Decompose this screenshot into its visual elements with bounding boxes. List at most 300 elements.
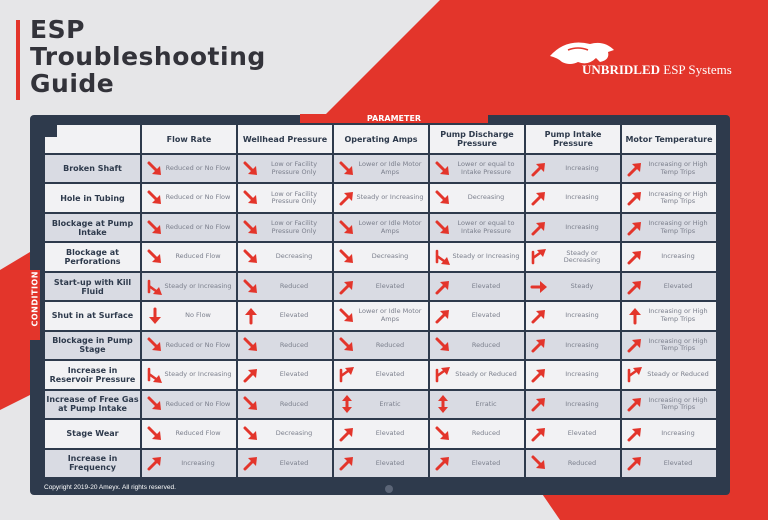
cell-content [142, 155, 236, 182]
cell-text: Reduced or No Flow [165, 193, 231, 202]
cell-content [430, 420, 524, 447]
arrow-up-right-icon [146, 454, 164, 472]
table-cell [333, 213, 429, 242]
table-cell [333, 183, 429, 212]
cell-text: Lower or equal to Intake Pressure [457, 219, 515, 235]
cell-content [334, 214, 428, 241]
arrow-up-right-icon [530, 366, 548, 384]
table-cell [525, 301, 621, 330]
cell-content [526, 332, 620, 359]
arrow-down-right-icon [338, 307, 356, 325]
arrow-up-right-icon [626, 336, 644, 354]
cell-content [622, 361, 716, 388]
cell-text: Elevated [663, 458, 693, 467]
table-cell [237, 360, 333, 389]
troubleshooting-table [43, 123, 718, 479]
arrow-steady-up-icon [338, 366, 356, 384]
cell-content [334, 184, 428, 211]
table-cell [525, 419, 621, 448]
cell-text: Elevated [663, 281, 693, 290]
table-cell [237, 242, 333, 271]
cell-content [430, 243, 524, 270]
table-cell [333, 154, 429, 183]
table-cell [525, 242, 621, 271]
cell-text: Increasing [661, 429, 695, 438]
arrow-down-right-icon [146, 189, 164, 207]
table-cell [141, 360, 237, 389]
table-cell [429, 213, 525, 242]
table-cell [141, 242, 237, 271]
condition-name: Increase in Frequency [44, 449, 141, 478]
arrow-down-right-icon [434, 425, 452, 443]
table-cell [237, 154, 333, 183]
column-header: Pump Discharge Pressure [429, 124, 525, 154]
cell-content [238, 332, 332, 359]
condition-name: Increase of Free Gas at Pump Intake [44, 390, 141, 419]
title-line: Troubleshooting [30, 42, 266, 71]
corner-mark [45, 125, 57, 137]
arrow-up-right-icon [626, 189, 644, 207]
table-cell [621, 272, 717, 301]
cell-content [622, 155, 716, 182]
cell-content [142, 391, 236, 418]
arrow-down-right-icon [242, 278, 260, 296]
table-corner [44, 124, 141, 154]
table-row [44, 419, 717, 448]
arrow-down-right-icon [242, 189, 260, 207]
table-cell [141, 449, 237, 478]
cell-text: Increasing [565, 222, 599, 231]
cell-text: Steady or Increasing [452, 252, 520, 261]
table-cell [525, 154, 621, 183]
cell-content [238, 155, 332, 182]
arrow-up-right-icon [530, 395, 548, 413]
arrow-up-icon [626, 307, 644, 325]
arrow-right-icon [530, 278, 548, 296]
arrow-down-icon [146, 307, 164, 325]
table-cell [429, 360, 525, 389]
cell-text: Increasing or High Temp Trips [648, 160, 708, 176]
table-body [44, 154, 717, 478]
cell-content [430, 361, 524, 388]
cell-text: Increasing or High Temp Trips [648, 219, 708, 235]
cell-text: Elevated [375, 370, 405, 379]
cell-content [334, 243, 428, 270]
arrow-steady-down-icon [146, 278, 164, 296]
table-row [44, 213, 717, 242]
cell-content [142, 361, 236, 388]
cell-text: Increasing or High Temp Trips [648, 395, 708, 412]
arrow-down-right-icon [434, 160, 452, 178]
arrow-up-right-icon [530, 219, 548, 237]
cell-text: Lower or Idle Motor Amps [358, 219, 422, 235]
cell-content [622, 184, 716, 211]
page-title [30, 16, 266, 97]
cell-content [526, 155, 620, 182]
table-row [44, 449, 717, 478]
board-knob [385, 485, 393, 493]
arrow-down-right-icon [242, 336, 260, 354]
cell-text: Erratic [379, 399, 401, 408]
arrow-down-right-icon [146, 160, 164, 178]
cell-text: Increasing [565, 193, 599, 202]
cell-text: Reduced [567, 458, 597, 467]
arrow-up-icon [242, 307, 260, 325]
cell-content [430, 155, 524, 182]
table-cell [141, 272, 237, 301]
table-cell [621, 419, 717, 448]
cell-text: Erratic [475, 399, 497, 408]
cell-content [430, 391, 524, 418]
cell-text: Steady or Reduced [647, 370, 709, 379]
arrow-down-right-icon [338, 219, 356, 237]
cell-content [334, 302, 428, 329]
table-cell [621, 449, 717, 478]
cell-content [526, 184, 620, 211]
arrow-down-right-icon [146, 425, 164, 443]
cell-content [334, 420, 428, 447]
arrow-up-right-icon [530, 307, 548, 325]
arrow-down-right-icon [146, 395, 164, 413]
cell-text: Steady or Decreasing [563, 248, 601, 265]
table-cell [429, 331, 525, 360]
cell-text: Elevated [471, 311, 501, 320]
table-cell [237, 390, 333, 419]
condition-name: Shut in at Surface [44, 301, 141, 330]
arrow-down-right-icon [146, 336, 164, 354]
arrow-down-right-icon [434, 189, 452, 207]
arrow-down-right-icon [338, 336, 356, 354]
cell-content [526, 391, 620, 418]
cell-text: Increasing [661, 252, 695, 261]
table-cell [429, 390, 525, 419]
arrow-up-right-icon [626, 248, 644, 266]
arrow-down-right-icon [530, 454, 548, 472]
table-cell [333, 419, 429, 448]
condition-name: Increase in Reservoir Pressure [44, 360, 141, 389]
cell-content [334, 391, 428, 418]
cell-text: Decreasing [467, 193, 505, 202]
cell-text: Steady or Reduced [455, 370, 517, 379]
cell-content [526, 214, 620, 241]
cell-text: Reduced [279, 281, 309, 290]
condition-name: Blockage at Perforations [44, 242, 141, 271]
table-cell [333, 449, 429, 478]
cell-text: Elevated [471, 458, 501, 467]
arrow-steady-up-icon [626, 366, 644, 384]
cell-text: Reduced or No Flow [165, 222, 231, 231]
cell-content [142, 184, 236, 211]
arrow-up-right-icon [626, 425, 644, 443]
cell-content [334, 273, 428, 300]
arrow-steady-up-icon [530, 248, 548, 266]
table-cell [429, 301, 525, 330]
title-line: ESP [30, 15, 85, 44]
cell-content [238, 273, 332, 300]
cell-content [526, 302, 620, 329]
cell-content [526, 361, 620, 388]
cell-text: Lower or Idle Motor Amps [358, 307, 422, 323]
title-accent-bar [16, 20, 20, 100]
cell-text: Low or Facility Pressure Only [270, 189, 318, 206]
cell-text: Increasing or High Temp Trips [648, 189, 708, 206]
cell-text: Increasing or High Temp Trips [648, 307, 708, 323]
cell-content [238, 214, 332, 241]
cell-text: Elevated [471, 281, 501, 290]
cell-text: Reduced Flow [175, 429, 221, 438]
cell-content [622, 391, 716, 418]
cell-content [526, 420, 620, 447]
table-cell [525, 360, 621, 389]
arrow-down-right-icon [242, 425, 260, 443]
cell-content [238, 243, 332, 270]
cell-text: Reduced or No Flow [165, 399, 231, 408]
cell-text: Decreasing [371, 252, 409, 261]
cell-text: Steady or Increasing [356, 193, 424, 202]
cell-text: Decreasing [275, 429, 313, 438]
cell-text: Increasing [565, 370, 599, 379]
table-cell [141, 154, 237, 183]
cell-text: No Flow [185, 311, 211, 320]
cell-content [622, 332, 716, 359]
table-cell [621, 154, 717, 183]
cell-content [334, 155, 428, 182]
cell-content [526, 243, 620, 270]
cell-content [622, 214, 716, 241]
cell-text: Reduced or No Flow [165, 163, 231, 172]
cell-content [430, 332, 524, 359]
column-header: Pump Intake Pressure [525, 124, 621, 154]
cell-text: Increasing [565, 340, 599, 349]
cell-text: Steady or Increasing [164, 281, 232, 290]
cell-text: Elevated [567, 429, 597, 438]
arrow-up-right-icon [626, 395, 644, 413]
table-cell [333, 242, 429, 271]
table-row [44, 272, 717, 301]
arrow-up-right-icon [338, 454, 356, 472]
condition-name: Stage Wear [44, 419, 141, 448]
table-cell [237, 449, 333, 478]
cell-text: Increasing or High Temp Trips [648, 336, 708, 353]
arrow-up-right-icon [626, 278, 644, 296]
arrow-up-right-icon [530, 160, 548, 178]
arrow-up-right-icon [626, 454, 644, 472]
table-cell [621, 301, 717, 330]
table-row [44, 301, 717, 330]
table-cell [333, 390, 429, 419]
table-cell [141, 301, 237, 330]
table-cell [429, 154, 525, 183]
cell-text: Steady [570, 281, 594, 290]
cell-content [622, 450, 716, 477]
table-cell [333, 272, 429, 301]
arrow-up-right-icon [626, 219, 644, 237]
cell-content [142, 332, 236, 359]
table-cell [525, 213, 621, 242]
cell-text: Reduced [471, 340, 501, 349]
arrow-up-right-icon [338, 425, 356, 443]
table-cell [429, 272, 525, 301]
cell-text: Elevated [375, 281, 405, 290]
arrow-up-down-icon [434, 395, 452, 413]
arrow-steady-up-icon [434, 366, 452, 384]
table-row [44, 331, 717, 360]
arrow-down-right-icon [242, 395, 260, 413]
cell-content [142, 450, 236, 477]
cell-content [334, 361, 428, 388]
table-row [44, 154, 717, 183]
arrow-up-right-icon [434, 278, 452, 296]
table-cell [621, 360, 717, 389]
table-cell [525, 449, 621, 478]
cell-text: Increasing [565, 311, 599, 320]
column-header: Wellhead Pressure [237, 124, 333, 154]
column-header: Operating Amps [333, 124, 429, 154]
cell-content [430, 273, 524, 300]
cell-text: Decreasing [275, 252, 313, 261]
table-cell [621, 331, 717, 360]
cell-content [238, 361, 332, 388]
cell-content [238, 302, 332, 329]
cell-text: Elevated [279, 370, 309, 379]
arrow-down-right-icon [338, 248, 356, 266]
arrow-up-right-icon [530, 336, 548, 354]
arrow-down-right-icon [242, 248, 260, 266]
cell-text: Lower or Idle Motor Amps [358, 160, 422, 176]
cell-content [334, 332, 428, 359]
cell-content [430, 302, 524, 329]
cell-text: Reduced [279, 340, 309, 349]
cell-text: Elevated [279, 311, 309, 320]
table-cell [525, 183, 621, 212]
table-cell [621, 183, 717, 212]
arrow-steady-down-icon [146, 366, 164, 384]
table-cell [429, 449, 525, 478]
arrow-up-right-icon [242, 366, 260, 384]
title-line: Guide [30, 69, 115, 98]
arrow-up-right-icon [242, 454, 260, 472]
arrow-up-right-icon [530, 425, 548, 443]
table-cell [237, 272, 333, 301]
arrow-down-right-icon [146, 248, 164, 266]
column-header: Motor Temperature [621, 124, 717, 154]
arrow-down-right-icon [434, 336, 452, 354]
arrow-down-right-icon [434, 219, 452, 237]
cell-content [142, 420, 236, 447]
cell-text: Increasing [565, 163, 599, 172]
arrow-down-right-icon [338, 160, 356, 178]
arrow-down-right-icon [242, 160, 260, 178]
arrow-up-right-icon [530, 189, 548, 207]
arrow-up-right-icon [626, 160, 644, 178]
condition-name: Broken Shaft [44, 154, 141, 183]
cell-content [142, 243, 236, 270]
condition-name: Hole in Tubing [44, 183, 141, 212]
cell-text: Low or Facility Pressure Only [270, 160, 318, 176]
arrow-up-down-icon [338, 395, 356, 413]
table-cell [621, 242, 717, 271]
arrow-down-right-icon [242, 219, 260, 237]
table-cell [237, 419, 333, 448]
cell-text: Steady or Increasing [164, 370, 232, 379]
cell-text: Elevated [375, 429, 405, 438]
column-header: Flow Rate [141, 124, 237, 154]
table-cell [333, 331, 429, 360]
arrow-down-right-icon [146, 219, 164, 237]
cell-content [526, 450, 620, 477]
cell-content [430, 450, 524, 477]
table-cell [525, 390, 621, 419]
cell-text: Reduced [471, 429, 501, 438]
cell-content [622, 302, 716, 329]
condition-name: Start-up with Kill Fluid [44, 272, 141, 301]
cell-text: Low or Facility Pressure Only [270, 219, 318, 235]
cell-text: Reduced or No Flow [165, 340, 231, 349]
arrow-up-right-icon [434, 307, 452, 325]
cell-content [622, 273, 716, 300]
table-row [44, 183, 717, 212]
arrow-steady-down-icon [434, 248, 452, 266]
condition-label: CONDITION [30, 271, 40, 327]
parameter-label: PARAMETER [300, 114, 488, 124]
table-cell [237, 331, 333, 360]
cell-content [142, 214, 236, 241]
condition-name: Blockage in Pump Stage [44, 331, 141, 360]
table-row [44, 360, 717, 389]
table-cell [237, 183, 333, 212]
table-row [44, 390, 717, 419]
table-cell [333, 360, 429, 389]
cell-content [142, 302, 236, 329]
cell-content [238, 420, 332, 447]
cell-text: Reduced [375, 340, 405, 349]
table-cell [621, 390, 717, 419]
cell-text: Reduced Flow [175, 252, 221, 261]
arrow-up-right-icon [338, 278, 356, 296]
cell-content [430, 184, 524, 211]
table-cell [621, 213, 717, 242]
table-cell [333, 301, 429, 330]
brand-suffix: ESP Systems [663, 62, 732, 77]
table-cell [237, 213, 333, 242]
cell-content [142, 273, 236, 300]
brand-name [582, 62, 732, 78]
table-cell [141, 390, 237, 419]
table-cell [237, 301, 333, 330]
cell-content [238, 450, 332, 477]
cell-text: Reduced [279, 399, 309, 408]
horse-logo-icon [548, 36, 748, 86]
cell-content [238, 184, 332, 211]
cell-content [526, 273, 620, 300]
table-cell [141, 419, 237, 448]
cell-text: Elevated [375, 458, 405, 467]
table-cell [141, 213, 237, 242]
cell-content [622, 243, 716, 270]
table-cell [141, 183, 237, 212]
cell-content [334, 450, 428, 477]
cell-content [622, 420, 716, 447]
table-cell [525, 272, 621, 301]
table-cell [429, 419, 525, 448]
cell-content [430, 214, 524, 241]
arrow-up-right-icon [338, 189, 356, 207]
cell-text: Increasing [565, 399, 599, 408]
condition-name: Blockage at Pump Intake [44, 213, 141, 242]
table-cell [429, 242, 525, 271]
table-cell [525, 331, 621, 360]
arrow-up-right-icon [434, 454, 452, 472]
